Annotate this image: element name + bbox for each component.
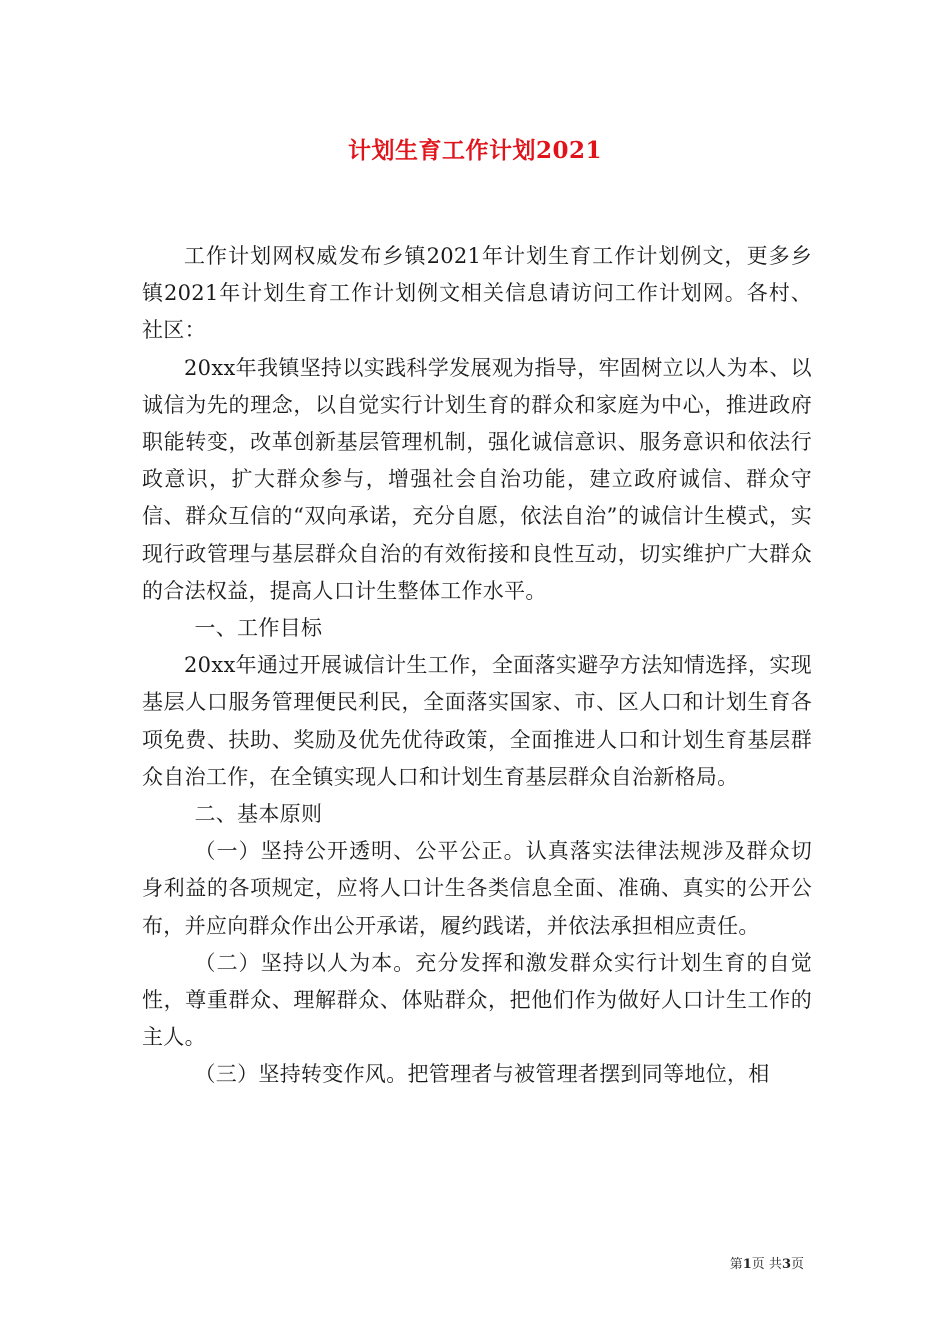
section-heading-goals: 一、工作目标 <box>194 616 323 641</box>
document-title: 计划生育工作计划2021 <box>347 137 602 164</box>
paragraph-principle-1: （一）坚持公开透明、公平公正。认真落实法律法规涉及群众切身利益的各项规定，应将人口计生各类信息全面、准确、真实的公开公布，并应向群众作出公开承诺，履约践诺，并依法承担相应责任。 <box>142 839 812 938</box>
footer-suffix: 页 <box>790 1257 804 1272</box>
page-footer <box>730 1253 804 1272</box>
footer-middle: 页 共 <box>751 1257 782 1272</box>
document-body <box>142 238 812 1094</box>
paragraph-principle-2: （二）坚持以人为本。充分发挥和激发群众实行计划生育的自觉性，尊重群众、理解群众、体贴群众，把他们作为做好人口计生工作的主人。 <box>142 950 812 1050</box>
footer-current-page: 1 <box>742 1257 752 1272</box>
paragraph-goals: 20xx年通过开展诚信计生工作，全面落实避孕方法知情选择，实现基层人口服务管理便民利民，全面落实国家、市、区人口和计划生育各项免费、扶助、奖励及优先优待政策，全面推进人口和计划生育基层群众自治工作，在全镇实现人口和计划生育基层群众自治新格局。 <box>142 653 812 789</box>
paragraph-principle-3: （三）坚持转变作风。把管理者与被管理者摆到同等地位，相 <box>194 1062 770 1087</box>
section-heading-principles: 二、基本原则 <box>194 802 323 827</box>
footer-total-pages: 3 <box>781 1257 791 1272</box>
paragraph-intro: 工作计划网权威发布乡镇2021年计划生育工作计划例文，更多乡镇2021年计划生育工作计划例文相关信息请访问工作计划网。各村、社区： <box>142 244 812 343</box>
footer-prefix: 第 <box>729 1257 743 1272</box>
paragraph-overview: 20xx年我镇坚持以实践科学发展观为指导，牢固树立以人为本、以诚信为先的理念，以自觉实行计划生育的群众和家庭为中心，推进政府职能转变，改革创新基层管理机制，强化诚信意识、服务意识和依法行政意识，扩大群众参与，增强社会自治功能，建立政府诚信、群众守信、群众互信的“双向承诺，充分自愿，依法自治”的诚信计生模式，实现行政管理与基层群众自治的有效衔接和良性互动，切实维护广大群众的合法权益，提高人口计生整体工作水平。 <box>142 355 812 603</box>
